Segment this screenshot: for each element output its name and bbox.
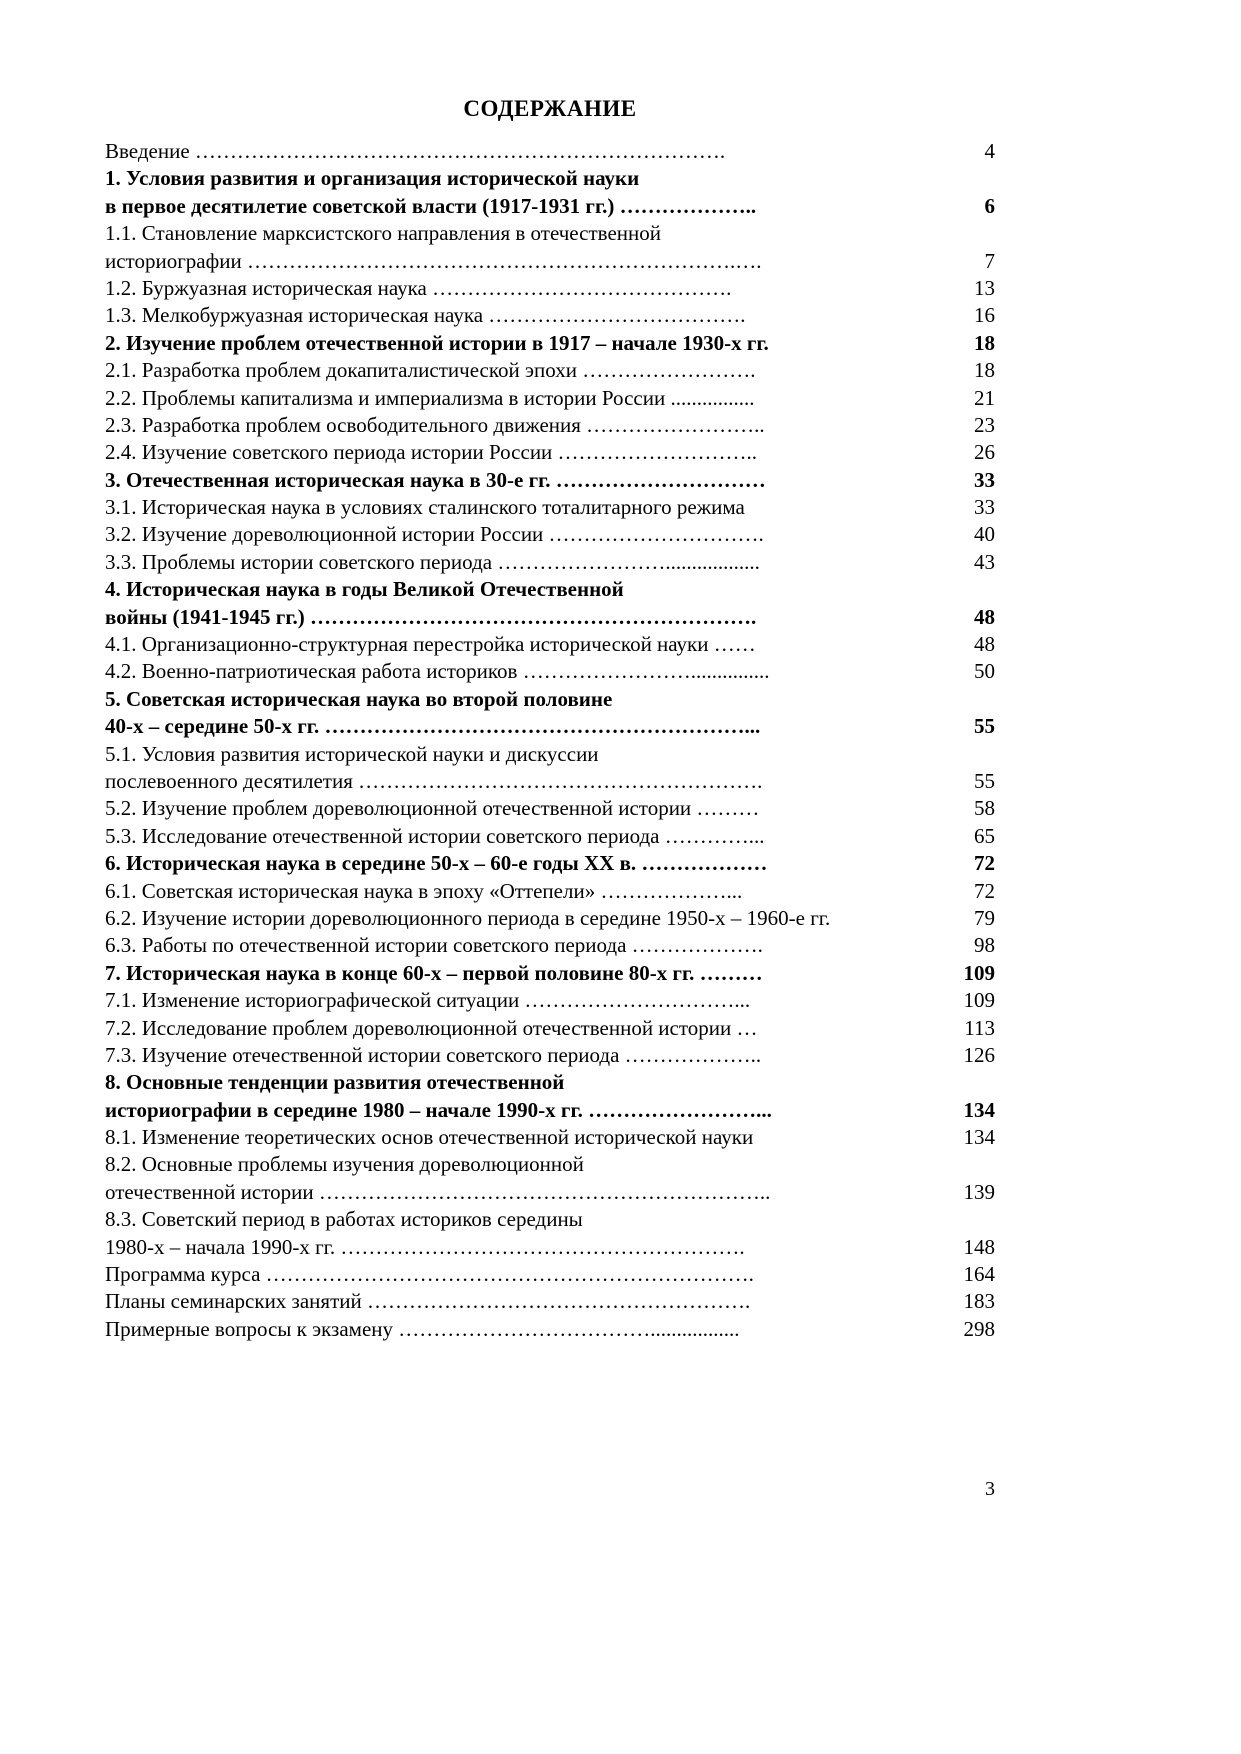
toc-entry-text: Программа курса ……………………………………………………………. <box>105 1262 754 1287</box>
toc-entry <box>105 686 995 713</box>
toc-entry-page: 109 <box>963 988 995 1013</box>
toc-entry-page: 72 <box>974 878 995 903</box>
toc-entry <box>105 193 995 220</box>
toc-entry <box>105 1151 995 1178</box>
toc-entry <box>105 412 995 439</box>
toc-entry-text: 3.1. Историческая наука в условиях сталинского тоталитарного режима <box>105 495 745 520</box>
toc-entry-text: 2.1. Разработка проблем докапиталистической эпохи ……………………. <box>105 358 756 383</box>
toc-entry <box>105 275 995 302</box>
toc-entry-page: 48 <box>974 604 995 629</box>
toc-entry <box>105 960 995 987</box>
toc-entry-text: 8.3. Советский период в работах историков середины <box>105 1207 583 1232</box>
toc-entry-text: 8. Основные тенденции развития отечественной <box>105 1070 565 1095</box>
toc-entry-page: 16 <box>974 303 995 328</box>
toc-entry-page: 58 <box>974 796 995 821</box>
toc-entry-page: 65 <box>974 823 995 848</box>
toc-entry-page: 18 <box>974 330 995 355</box>
toc-entry-text: 5.2. Изучение проблем дореволюционной отечественной истории ……… <box>105 796 760 821</box>
toc-entry-text: 6.1. Советская историческая наука в эпоху «Оттепели» ………………... <box>105 878 743 903</box>
toc-entry-text: 1980-х – начала 1990-х гг. …………………………………………………. <box>105 1234 745 1259</box>
toc-entry-text: 1.1. Становление марксистского направления в отечественной <box>105 221 661 246</box>
toc-entry <box>105 1288 995 1315</box>
toc-entry-text: послевоенного десятилетия …………………………………………………. <box>105 768 763 793</box>
toc-entry-page: 183 <box>963 1289 995 1314</box>
toc-entry-page: 23 <box>974 412 995 437</box>
toc-entry-text: 6.3. Работы по отечественной истории советского периода ………………. <box>105 933 763 958</box>
toc-entry-page: 4 <box>984 139 995 163</box>
toc-entry <box>105 823 995 850</box>
toc-entry-text: 4.2. Военно-патриотическая работа историков ……………………............... <box>105 659 770 684</box>
toc-entry-text: 40-х – середине 50-х гг. ……………………………………………………... <box>105 714 761 739</box>
toc-entry <box>105 604 995 631</box>
toc-entry-page: 18 <box>974 358 995 383</box>
toc-entry <box>105 138 995 165</box>
toc-entry-page: 13 <box>974 275 995 300</box>
toc-entry <box>105 1179 995 1206</box>
toc-entry-page: 21 <box>974 385 995 410</box>
toc-entry-text: 3.2. Изучение дореволюционной истории России …………………………. <box>105 522 764 547</box>
toc-entry-text: 2. Изучение проблем отечественной истории в 1917 – начале 1930-х гг. <box>105 330 769 355</box>
table-of-contents <box>105 138 995 1343</box>
toc-entry-text: 7.2. Исследование проблем дореволюционной отечественной истории … <box>105 1015 758 1040</box>
toc-entry-text: 6. Историческая наука в середине 50-х – 60-е годы XX в. ……………… <box>105 851 768 876</box>
toc-entry-page: 43 <box>974 549 995 574</box>
toc-entry-page: 113 <box>964 1015 995 1040</box>
toc-entry <box>105 1316 995 1343</box>
toc-entry <box>105 549 995 576</box>
toc-entry <box>105 576 995 603</box>
toc-entry-text: отечественной истории ……………………………………………………….. <box>105 1179 771 1204</box>
toc-entry-text: Введение …………………………………………………………………. <box>105 139 726 163</box>
toc-entry-text: 1. Условия развития и организация исторической науки <box>105 166 640 191</box>
toc-entry-text: 5.3. Исследование отечественной истории советского периода …………... <box>105 823 765 848</box>
toc-entry-page: 79 <box>974 905 995 930</box>
toc-entry <box>105 521 995 548</box>
toc-entry-text: в первое десятилетие советской власти (1917-1931 гг.) ……………….. <box>105 193 757 218</box>
toc-entry-page: 164 <box>963 1262 995 1287</box>
toc-entry <box>105 248 995 275</box>
toc-entry-text: 4. Историческая наука в годы Великой Отечественной <box>105 577 624 602</box>
footer-page-number: 3 <box>985 1478 995 1500</box>
toc-entry-page: 55 <box>974 714 995 739</box>
toc-entry-page: 109 <box>963 960 995 985</box>
toc-entry <box>105 905 995 932</box>
toc-entry <box>105 1042 995 1069</box>
toc-entry <box>105 494 995 521</box>
toc-entry <box>105 795 995 822</box>
toc-entry-page: 126 <box>963 1042 995 1067</box>
toc-entry-page: 26 <box>974 440 995 465</box>
toc-entry-page: 148 <box>963 1234 995 1259</box>
toc-entry <box>105 165 995 192</box>
toc-entry <box>105 439 995 466</box>
toc-entry-text: 7. Историческая наука в конце 60-х – первой половине 80-х гг. ……… <box>105 960 763 985</box>
toc-entry-text: 5. Советская историческая наука во второй половине <box>105 686 613 711</box>
toc-entry <box>105 1069 995 1096</box>
toc-entry <box>105 357 995 384</box>
toc-entry-text: 5.1. Условия развития исторической науки и дискуссии <box>105 741 599 766</box>
toc-entry-page: 98 <box>974 933 995 958</box>
toc-entry-page: 7 <box>984 248 995 273</box>
toc-entry-text: 8.1. Изменение теоретических основ отечественной исторической науки <box>105 1125 754 1150</box>
toc-entry <box>105 1206 995 1233</box>
toc-entry-page: 298 <box>963 1316 995 1341</box>
toc-entry <box>105 987 995 1014</box>
toc-entry-text: войны (1941-1945 гг.) ………………………………………………………. <box>105 604 757 629</box>
toc-entry <box>105 220 995 247</box>
toc-entry <box>105 631 995 658</box>
toc-entry-text: Планы семинарских занятий ………………………………………………. <box>105 1289 751 1314</box>
toc-entry-page: 139 <box>963 1179 995 1204</box>
toc-entry-text: 1.2. Буржуазная историческая наука ……………………………………. <box>105 275 732 300</box>
toc-entry <box>105 1015 995 1042</box>
toc-entry-text: историографии …………………………………………………………….…. <box>105 248 762 273</box>
toc-entry-page: 33 <box>974 467 995 492</box>
toc-entry-page: 55 <box>974 768 995 793</box>
page-title: СОДЕРЖАНИЕ <box>463 96 637 121</box>
toc-entry-text: 2.2. Проблемы капитализма и империализма в истории России ................ <box>105 385 755 410</box>
toc-entry <box>105 768 995 795</box>
toc-entry-text: 6.2. Изучение истории дореволюционного периода в середине 1950-х – 1960-е гг. <box>105 905 831 930</box>
toc-entry <box>105 658 995 685</box>
toc-entry-text: 7.3. Изучение отечественной истории советского периода ……………….. <box>105 1042 762 1067</box>
toc-entry <box>105 330 995 357</box>
toc-entry <box>105 1234 995 1261</box>
toc-entry-text: 3.3. Проблемы истории советского периода …………………….................. <box>105 549 760 574</box>
toc-entry-text: 4.1. Организационно-структурная перестройка исторической науки …… <box>105 632 756 657</box>
toc-entry <box>105 878 995 905</box>
toc-entry <box>105 741 995 768</box>
toc-entry <box>105 467 995 494</box>
toc-entry <box>105 713 995 740</box>
toc-entry-text: 8.2. Основные проблемы изучения дореволюционной <box>105 1152 584 1177</box>
toc-entry-page: 134 <box>963 1125 995 1150</box>
toc-entry-text: историографии в середине 1980 – начале 1990-х гг. ……………………... <box>105 1097 772 1122</box>
toc-entry-text: 1.3. Мелкобуржуазная историческая наука ………………………………. <box>105 303 746 328</box>
toc-entry-page: 40 <box>974 522 995 547</box>
toc-entry-page: 33 <box>974 495 995 520</box>
toc-entry-page: 134 <box>963 1097 995 1122</box>
toc-entry-page: 72 <box>974 851 995 876</box>
toc-entry-page: 48 <box>974 632 995 657</box>
toc-entry <box>105 932 995 959</box>
toc-entry <box>105 302 995 329</box>
toc-entry-text: 7.1. Изменение историографической ситуации …………………………... <box>105 988 751 1013</box>
toc-entry-text: 2.3. Разработка проблем освободительного движения …………………….. <box>105 412 765 437</box>
toc-entry <box>105 1261 995 1288</box>
toc-entry-text: 3. Отечественная историческая наука в 30-е гг. ………………………… <box>105 467 766 492</box>
toc-entry-page: 6 <box>984 193 995 218</box>
toc-entry-text: Примерные вопросы к экзамену ………………………………................. <box>105 1316 740 1341</box>
toc-entry <box>105 1124 995 1151</box>
toc-entry <box>105 385 995 412</box>
toc-entry-text: 2.4. Изучение советского периода истории России ……………………….. <box>105 440 758 465</box>
toc-entry <box>105 850 995 877</box>
toc-entry-page: 50 <box>974 659 995 684</box>
toc-entry <box>105 1097 995 1124</box>
